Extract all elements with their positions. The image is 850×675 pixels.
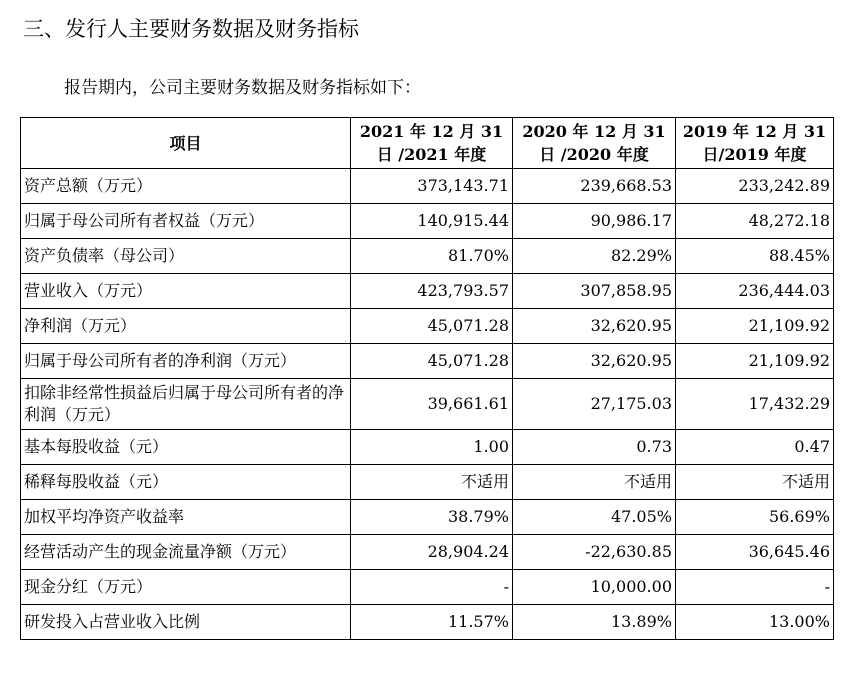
value-2021: 38.79% bbox=[351, 500, 513, 535]
value-2021: 140,915.44 bbox=[351, 204, 513, 239]
value-2020: 47.05% bbox=[513, 500, 676, 535]
intro-text: 报告期内，公司主要财务数据及财务指标如下： bbox=[64, 78, 421, 98]
value-2021: 39,661.61 bbox=[351, 379, 513, 430]
value-2020: 90,986.17 bbox=[513, 204, 676, 239]
row-label: 研发投入占营业收入比例 bbox=[21, 605, 351, 640]
value-2019: 233,242.89 bbox=[676, 169, 834, 204]
section-title: 三、发行人主要财务数据及财务指标 bbox=[23, 17, 359, 41]
table-row bbox=[21, 430, 834, 465]
value-2021: 45,071.28 bbox=[351, 344, 513, 379]
value-2020: 82.29% bbox=[513, 239, 676, 274]
table-row bbox=[21, 309, 834, 344]
table-header-row bbox=[21, 118, 834, 169]
table-row bbox=[21, 274, 834, 309]
value-2020: 307,858.95 bbox=[513, 274, 676, 309]
value-2020: -22,630.85 bbox=[513, 535, 676, 570]
financial-data-table bbox=[20, 117, 834, 640]
value-2021: 373,143.71 bbox=[351, 169, 513, 204]
header-2021: 2021 年 12 月 31 日 /2021 年度 bbox=[351, 118, 513, 169]
value-2019: 17,432.29 bbox=[676, 379, 834, 430]
value-2021: 423,793.57 bbox=[351, 274, 513, 309]
row-label: 现金分红（万元） bbox=[21, 570, 351, 605]
value-2019: 48,272.18 bbox=[676, 204, 834, 239]
value-2021: 45,071.28 bbox=[351, 309, 513, 344]
value-2021: 28,904.24 bbox=[351, 535, 513, 570]
value-2019: 236,444.03 bbox=[676, 274, 834, 309]
value-2020: 27,175.03 bbox=[513, 379, 676, 430]
table-row bbox=[21, 239, 834, 274]
table-row bbox=[21, 465, 834, 500]
row-label: 加权平均净资产收益率 bbox=[21, 500, 351, 535]
value-2019: 88.45% bbox=[676, 239, 834, 274]
value-2020: 10,000.00 bbox=[513, 570, 676, 605]
value-2021: 1.00 bbox=[351, 430, 513, 465]
value-2021: 11.57% bbox=[351, 605, 513, 640]
value-2021: - bbox=[351, 570, 513, 605]
value-2019: 21,109.92 bbox=[676, 344, 834, 379]
row-label: 资产负债率（母公司） bbox=[21, 239, 351, 274]
row-label: 经营活动产生的现金流量净额（万元） bbox=[21, 535, 351, 570]
row-label: 归属于母公司所有者的净利润（万元） bbox=[21, 344, 351, 379]
value-2019: 36,645.46 bbox=[676, 535, 834, 570]
table-row bbox=[21, 204, 834, 239]
value-2020: 13.89% bbox=[513, 605, 676, 640]
row-label: 营业收入（万元） bbox=[21, 274, 351, 309]
row-label: 归属于母公司所有者权益（万元） bbox=[21, 204, 351, 239]
table-row bbox=[21, 379, 834, 430]
value-2019: 0.47 bbox=[676, 430, 834, 465]
table-row bbox=[21, 169, 834, 204]
table-row bbox=[21, 535, 834, 570]
value-2019: 21,109.92 bbox=[676, 309, 834, 344]
row-label: 稀释每股收益（元） bbox=[21, 465, 351, 500]
row-label: 基本每股收益（元） bbox=[21, 430, 351, 465]
header-2020: 2020 年 12 月 31 日 /2020 年度 bbox=[513, 118, 676, 169]
value-2019: - bbox=[676, 570, 834, 605]
value-2021: 不适用 bbox=[351, 465, 513, 500]
table-row bbox=[21, 500, 834, 535]
table-body bbox=[21, 169, 834, 640]
value-2020: 32,620.95 bbox=[513, 309, 676, 344]
value-2020: 32,620.95 bbox=[513, 344, 676, 379]
value-2020: 239,668.53 bbox=[513, 169, 676, 204]
table-row bbox=[21, 344, 834, 379]
row-label: 扣除非经常性损益后归属于母公司所有者的净利润（万元） bbox=[21, 379, 351, 430]
row-label: 净利润（万元） bbox=[21, 309, 351, 344]
table-row bbox=[21, 570, 834, 605]
row-label: 资产总额（万元） bbox=[21, 169, 351, 204]
value-2019: 56.69% bbox=[676, 500, 834, 535]
value-2020: 不适用 bbox=[513, 465, 676, 500]
header-item: 项目 bbox=[21, 118, 351, 169]
value-2019: 13.00% bbox=[676, 605, 834, 640]
value-2021: 81.70% bbox=[351, 239, 513, 274]
header-2019: 2019 年 12 月 31 日/2019 年度 bbox=[676, 118, 834, 169]
table-row bbox=[21, 605, 834, 640]
value-2019: 不适用 bbox=[676, 465, 834, 500]
value-2020: 0.73 bbox=[513, 430, 676, 465]
